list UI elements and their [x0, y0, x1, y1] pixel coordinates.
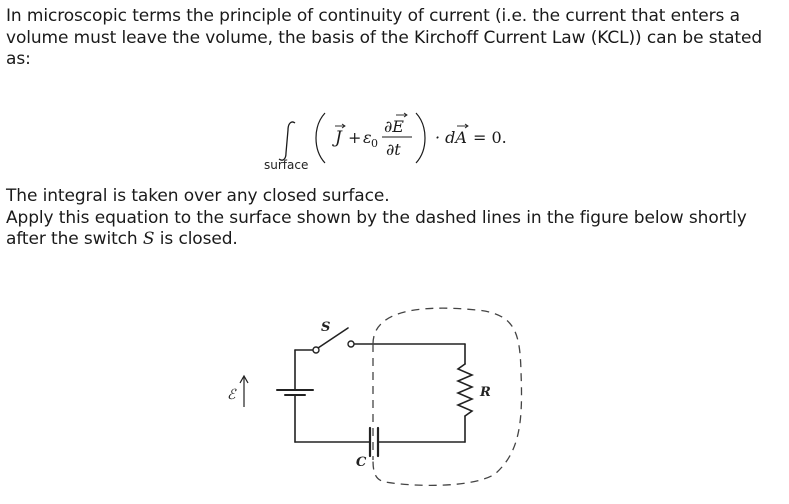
switch-variable-S: S — [142, 229, 155, 249]
left-paren — [316, 113, 325, 163]
instruction-line1: The integral is taken over any closed surface. — [6, 186, 390, 206]
epsilon-symbol: ε — [363, 128, 372, 147]
circuit-diagram — [215, 282, 545, 492]
circuit-figure — [215, 282, 545, 492]
switch-contact-right — [348, 341, 354, 347]
right-paren — [416, 113, 425, 163]
integral-subscript: surface — [264, 158, 309, 172]
instruction-paragraph — [6, 186, 784, 251]
switch-label-S: S — [321, 320, 331, 335]
integral-sign — [279, 122, 295, 160]
emf-label: ℰ — [227, 387, 236, 403]
equals-zero: = 0. — [473, 128, 507, 147]
switch-contact-left — [313, 347, 319, 353]
continuity-equation — [255, 108, 555, 178]
capacitor-label-C: C — [356, 455, 367, 470]
instruction-line2-b: is closed. — [154, 229, 238, 249]
current-density-J: J — [335, 128, 342, 148]
epsilon-subscript: 0 — [371, 137, 378, 150]
instruction-line2-a: Apply this equation to the surface shown by the dashed lines in the figure below shortly after the switch — [6, 207, 747, 249]
fraction-denominator: ∂t — [386, 140, 401, 159]
intro-paragraph: In microscopic terms the principle of continuity of current (i.e. the current that enters a volume must leave the volume, the basis of the Kirchoff Current Law (KCL)) can be stated as: — [6, 6, 763, 69]
resistor-label-R: R — [480, 385, 491, 400]
plus-sign: + — [348, 128, 362, 147]
resistor-zigzag — [458, 364, 472, 416]
dot-dA: · dA — [435, 128, 467, 147]
dashed-surface-outer — [373, 308, 522, 485]
fraction-numerator: ∂E — [384, 117, 404, 136]
